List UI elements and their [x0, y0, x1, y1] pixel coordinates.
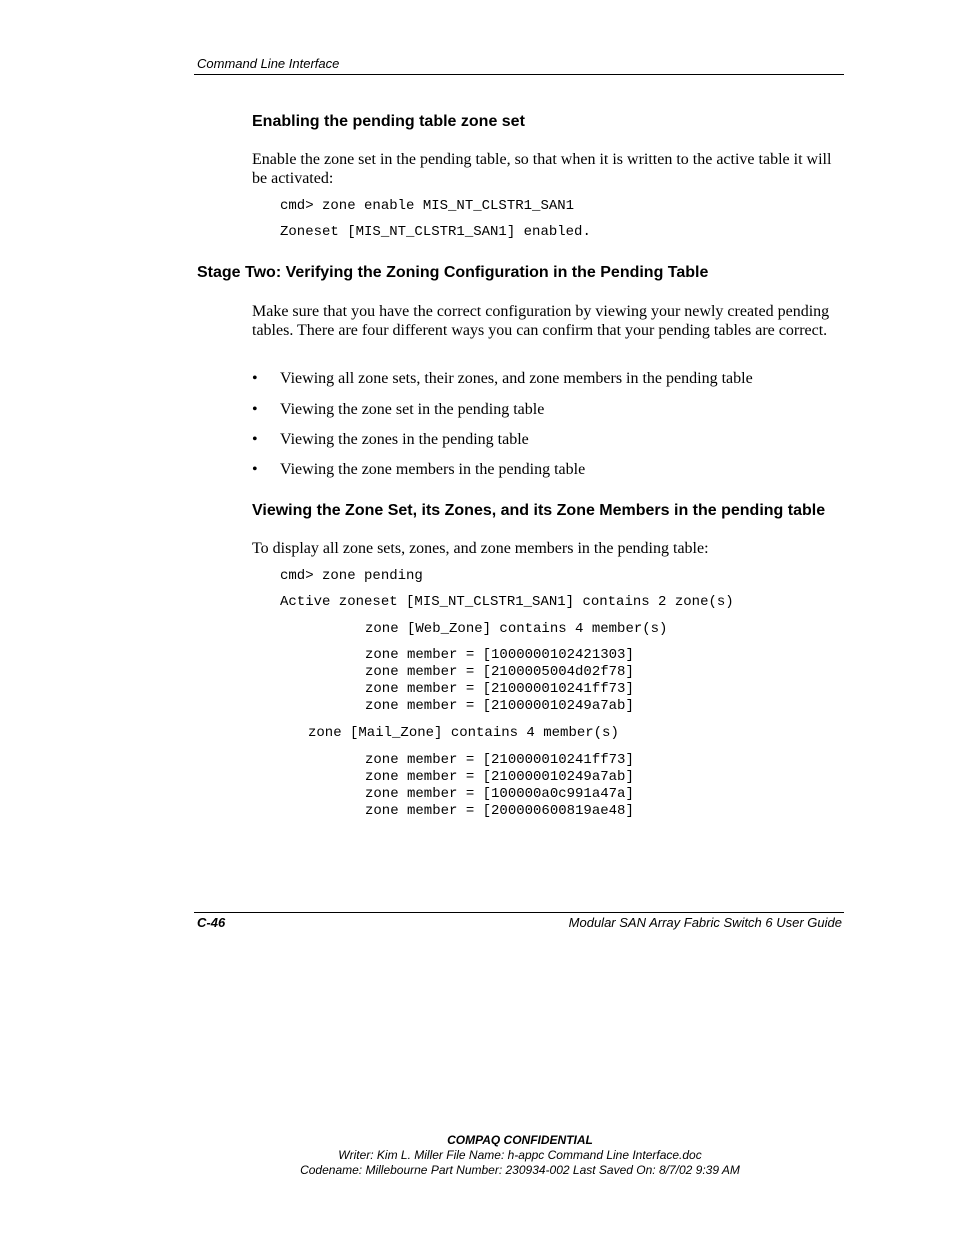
section-paragraph: To display all zone sets, zones, and zone members in the pending table:: [252, 540, 709, 557]
section-paragraph: Make sure that you have the correct configuration by viewing your newly created pending tables. There are four different ways you can confirm that your pending tables are correct.: [252, 303, 830, 339]
running-header: Command Line Interface: [197, 56, 340, 71]
codename-line: Codename: Millebourne Part Number: 230934-002 Last Saved On: 8/7/02 9:39 AM: [300, 1163, 740, 1177]
bullet-icon: •: [252, 401, 258, 418]
writer-line: Writer: Kim L. Miller File Name: h-appc Command Line Interface.doc: [338, 1148, 702, 1162]
bullet-icon: •: [252, 370, 258, 387]
bullet-icon: •: [252, 431, 258, 448]
header-rule: [194, 74, 844, 75]
code-line: zone member = [2100005004d02f78]: [365, 664, 634, 680]
code-line: cmd> zone enable MIS_NT_CLSTR1_SAN1: [280, 198, 575, 214]
list-item: • Viewing the zone members in the pending table: [252, 461, 586, 478]
code-line: cmd> zone pending: [280, 568, 423, 584]
section-heading-viewing-zone-set: Viewing the Zone Set, its Zones, and its Zone Members in the pending table: [252, 502, 826, 519]
code-line: zone [Web_Zone] contains 4 member(s): [365, 621, 668, 637]
list-item: • Viewing the zone set in the pending table: [252, 401, 545, 418]
section-heading-stage-two: Stage Two: Verifying the Zoning Configuration in the Pending Table: [197, 264, 709, 281]
code-line: zone member = [210000010249a7ab]: [365, 769, 634, 785]
page-number: C-46: [197, 915, 226, 930]
list-item: • Viewing all zone sets, their zones, and zone members in the pending table: [252, 370, 753, 387]
code-line: zone [Mail_Zone] contains 4 member(s): [308, 725, 619, 741]
section-heading-enable-zoneset: Enabling the pending table zone set: [252, 113, 525, 130]
code-line: zone member = [210000010241ff73]: [365, 752, 634, 768]
guide-title: Modular SAN Array Fabric Switch 6 User Guide: [568, 915, 842, 930]
list-item: • Viewing the zones in the pending table: [252, 431, 529, 448]
code-line: zone member = [1000000102421303]: [365, 647, 634, 663]
code-line: Active zoneset [MIS_NT_CLSTR1_SAN1] contains 2 zone(s): [280, 594, 734, 610]
footer-rule: [194, 912, 844, 913]
confidential-label: COMPAQ CONFIDENTIAL: [447, 1133, 593, 1147]
code-line: zone member = [100000a0c991a47a]: [365, 786, 634, 802]
code-line: zone member = [210000010249a7ab]: [365, 698, 634, 714]
code-line: Zoneset [MIS_NT_CLSTR1_SAN1] enabled.: [280, 224, 591, 240]
bullet-icon: •: [252, 461, 258, 478]
code-line: zone member = [200000600819ae48]: [365, 803, 634, 819]
code-line: zone member = [210000010241ff73]: [365, 681, 634, 697]
section-paragraph: Enable the zone set in the pending table, so that when it is written to the active table it will be activated:: [252, 151, 832, 187]
